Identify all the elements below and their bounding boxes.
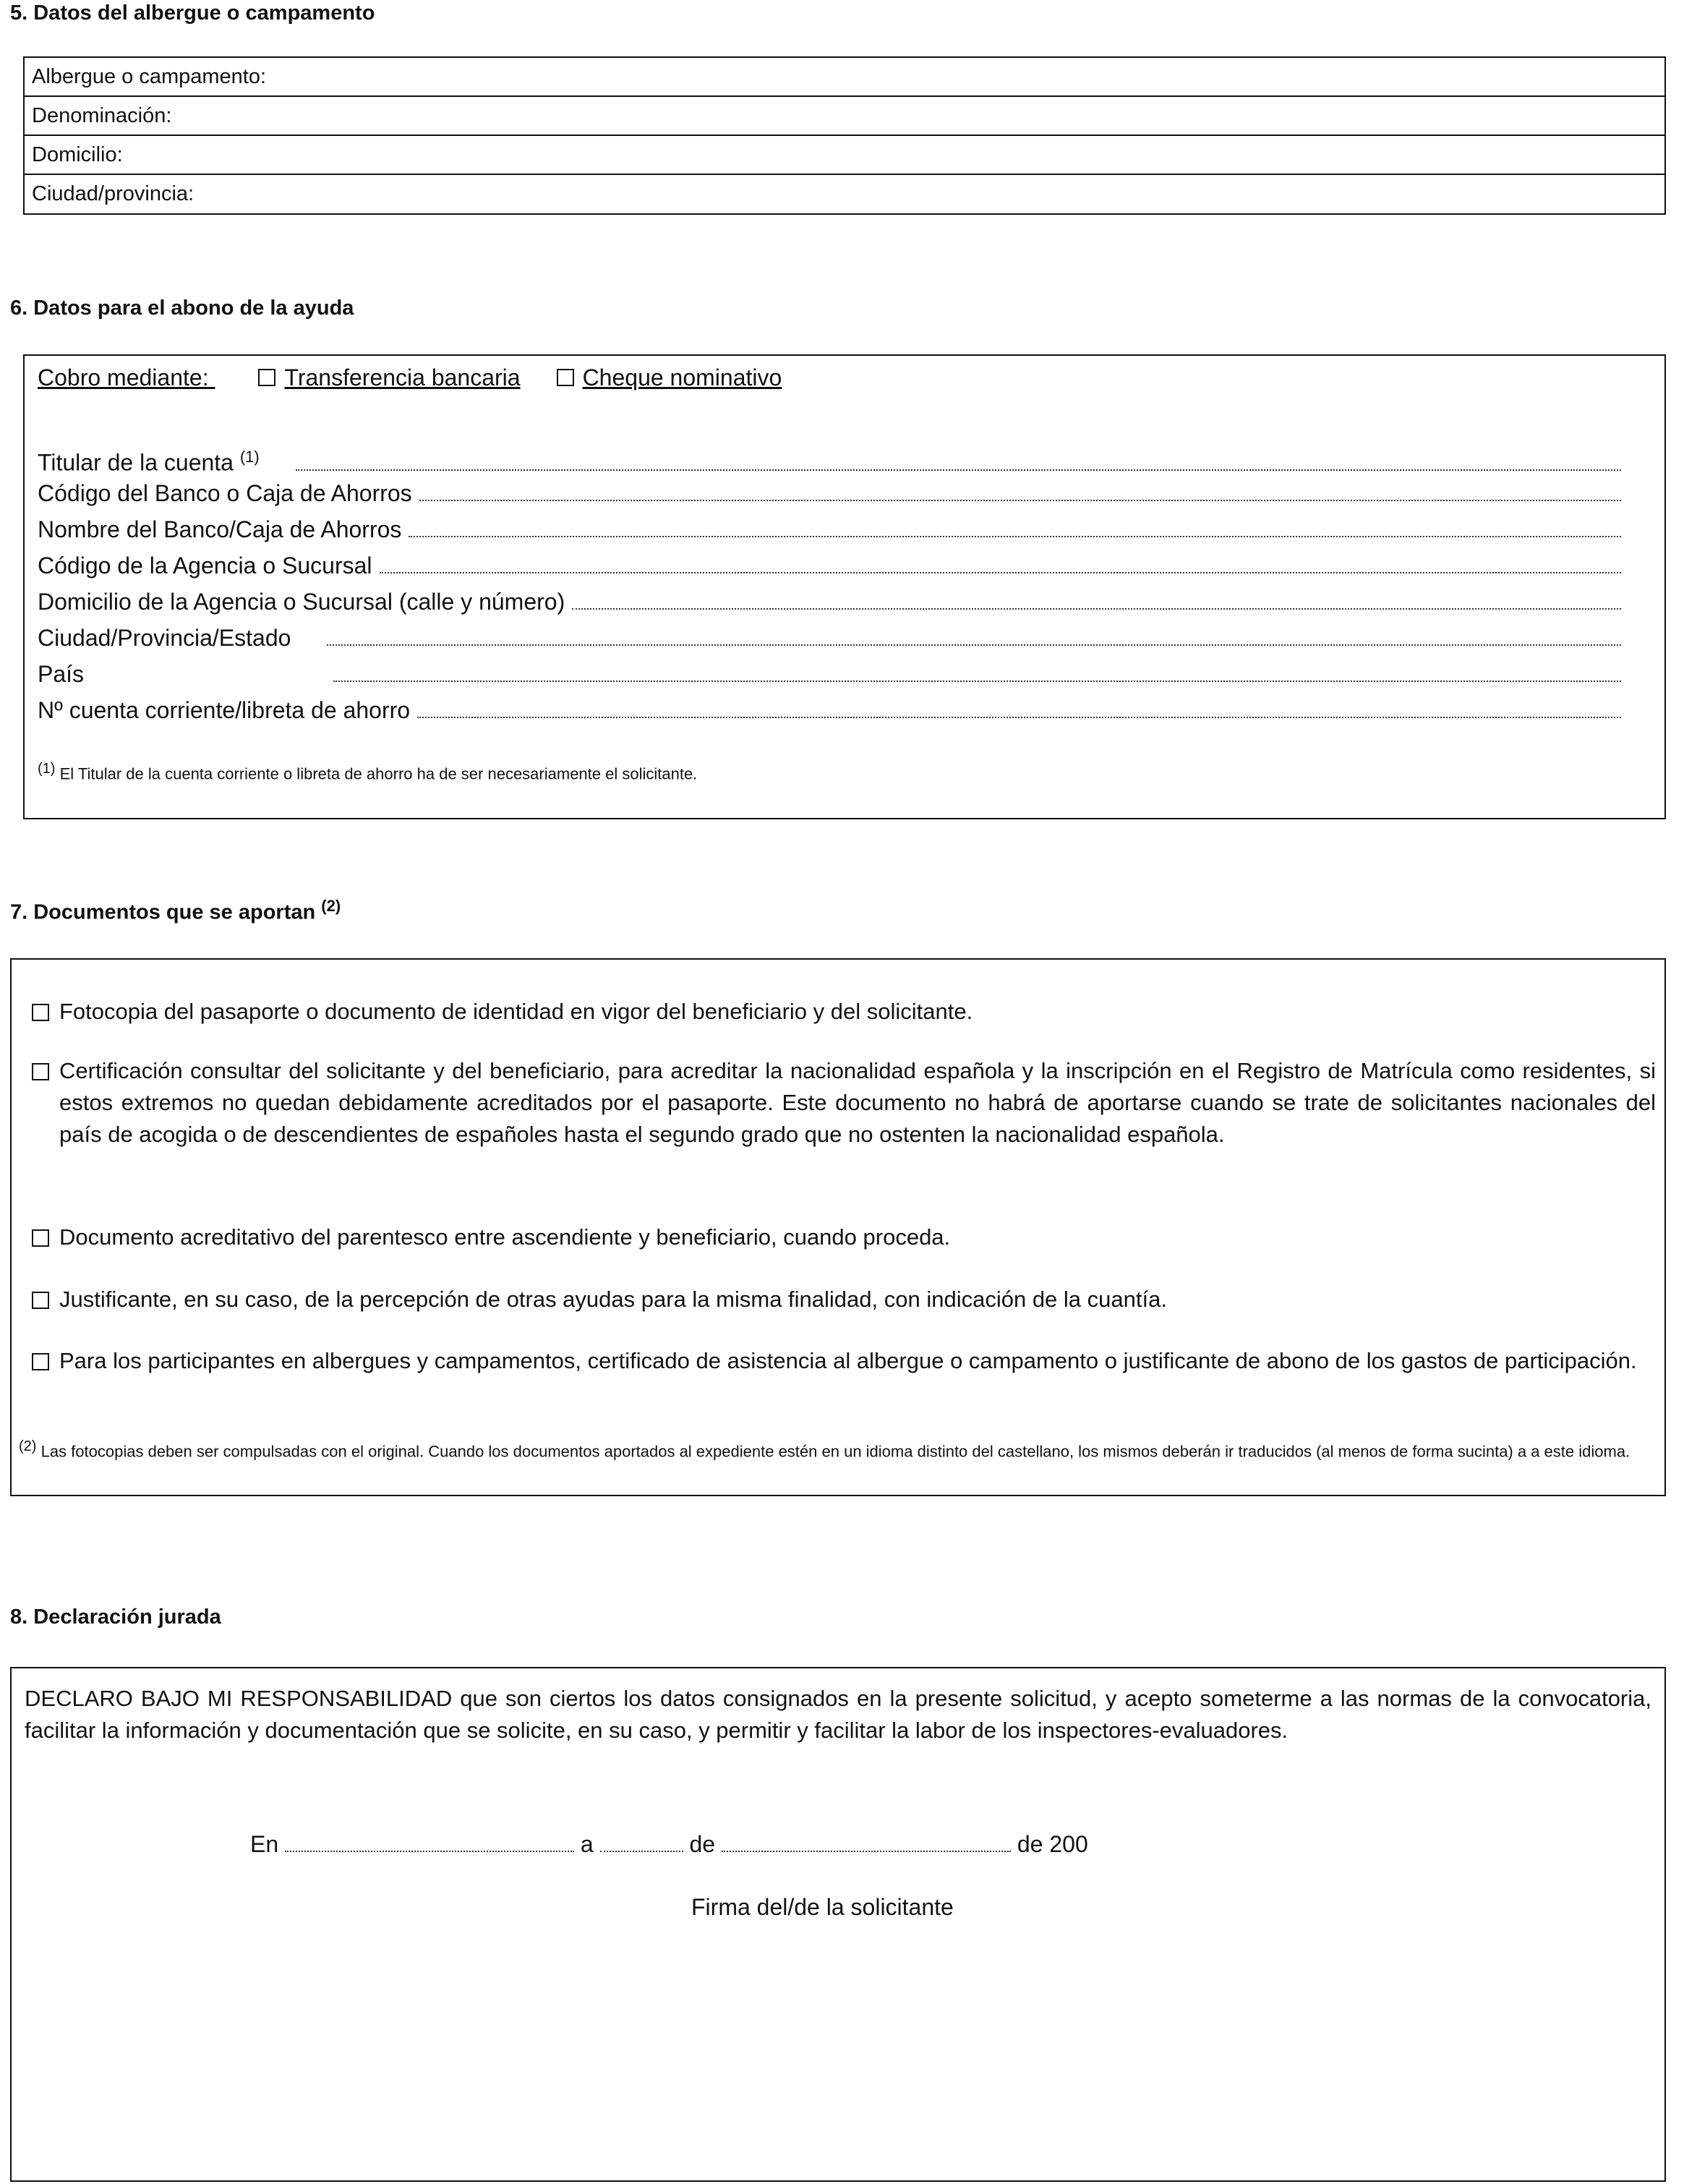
codigo-banco-dots[interactable] — [419, 479, 1621, 501]
domicilio-row[interactable]: Domicilio: — [25, 136, 1664, 175]
ciudad-provincia-row[interactable]: Ciudad/provincia: — [32, 182, 195, 205]
documentos-box — [10, 958, 1666, 1496]
doc-text: Certificación consultar del solicitante y del beneficiario, para acreditar la nacionalidad española y la inscripción en el Registro de Matrícula como residentes, si estos extremos no quedan debidamente acreditados por el pasaporte. Este documento no habrá de aportarse cuando se trate de solicitantes nacionales del país de acogida o de descendientes de españoles hasta el segundo grado que no ostenten la nacionalidad española. — [59, 1058, 1656, 1147]
cobro-label: Cobro mediante: — [38, 364, 209, 391]
doc-checkbox[interactable] — [32, 1229, 49, 1247]
doc-item-parentesco — [32, 1221, 1656, 1253]
ciudad-dots[interactable] — [327, 624, 1621, 646]
pais-dots[interactable] — [333, 660, 1621, 682]
field-titular[interactable] — [38, 441, 1621, 476]
field-label: Ciudad/Provincia/Estado — [38, 625, 291, 651]
de-label: de — [689, 1831, 716, 1857]
doc-item-pasaporte — [32, 996, 1656, 1028]
cobro-line — [38, 364, 782, 391]
doc-item-albergues — [32, 1345, 1656, 1377]
anio-label: de 200 — [1017, 1831, 1088, 1857]
section-6-title: 6. Datos para el abono de la ayuda — [10, 297, 354, 320]
doc-item-certificacion — [32, 1055, 1656, 1151]
mes-dots[interactable] — [722, 1833, 1011, 1852]
footnote-1: $^{(1)}$ El Titular de la cuenta corriente o libreta de ahorro ha de ser necesariamente el solicitante. — [38, 761, 698, 783]
doc-text: Justificante, en su caso, de la percepción de otras ayudas para la misma finalidad, con indicación de la cuantía. — [59, 1287, 1167, 1312]
transferencia-label: Transferencia bancaria — [284, 364, 521, 391]
field-domicilio-agencia[interactable] — [38, 586, 1621, 618]
doc-checkbox[interactable] — [32, 1063, 49, 1080]
section-8-title: 8. Declaración jurada — [10, 1605, 221, 1629]
cobro-underline-gap — [209, 364, 215, 391]
field-label: Nombre del Banco/Caja de Ahorros — [38, 516, 402, 542]
field-pais[interactable] — [38, 658, 1621, 690]
transferencia-checkbox[interactable] — [258, 369, 275, 386]
albergue-table — [23, 56, 1666, 215]
declaracion-text: DECLARO BAJO MI RESPONSABILIDAD que son ciertos los datos consignados en la presente solicitud, y acepto someterme a las normas de la convocatoria, facilitar la información y documentación que se solicite, en su caso, y permitir y facilitar la labor de los inspectores-evaluadores. — [25, 1686, 1651, 1743]
doc-checkbox[interactable] — [32, 1292, 49, 1309]
doc-checkbox[interactable] — [32, 1353, 49, 1370]
lugar-dots[interactable] — [285, 1833, 574, 1852]
field-codigo-agencia[interactable] — [38, 550, 1621, 581]
section-7-title: 7. Documentos que se aportan $^{(2)}$ — [10, 897, 341, 924]
cheque-label: Cheque nominativo — [582, 364, 782, 391]
footnote-2: $^{(2)}$ Las fotocopias deben ser compulsadas con el original. Cuando los documentos aportados al expediente estén en un idioma distinto del castellano, los mismos deberán ir traducidos (al menos de forma sucinta) a a este idioma. — [19, 1438, 1630, 1461]
field-label: País — [38, 661, 85, 687]
field-label: Titular de la cuenta $^{(1)}$ — [38, 448, 260, 476]
declaracion-box — [10, 1667, 1666, 2182]
en-label: En — [250, 1831, 279, 1857]
cheque-checkbox[interactable] — [557, 369, 574, 386]
field-nombre-banco[interactable] — [38, 513, 1621, 545]
albergue-row[interactable]: Albergue o campamento: — [25, 58, 1664, 97]
doc-text: Para los participantes en albergues y campamentos, certificado de asistencia al albergue o campamento o justificante de abono de los gastos de participación. — [59, 1348, 1637, 1373]
titular-dots[interactable] — [296, 449, 1621, 471]
abono-box — [23, 354, 1666, 819]
doc-text: Documento acreditativo del parentesco entre ascendiente y beneficiario, cuando proceda. — [59, 1224, 951, 1250]
cuenta-dots[interactable] — [417, 696, 1621, 718]
field-label: Nº cuenta corriente/libreta de ahorro — [38, 697, 411, 723]
field-ciudad[interactable] — [38, 622, 1621, 654]
codigo-agencia-dots[interactable] — [380, 552, 1621, 573]
firma-label: Firma del/de la solicitante — [691, 1894, 954, 1920]
doc-text: Fotocopia del pasaporte o documento de identidad en vigor del beneficiario y del solicitante. — [59, 999, 973, 1024]
doc-item-justificante — [32, 1284, 1656, 1315]
field-label: Domicilio de la Agencia o Sucursal (calle y número) — [38, 589, 565, 615]
field-label: Código del Banco o Caja de Ahorros — [38, 480, 412, 506]
dia-dots[interactable] — [600, 1833, 683, 1852]
section-5-title: 5. Datos del albergue o campamento — [10, 1, 375, 25]
field-cuenta[interactable] — [38, 694, 1621, 726]
field-codigo-banco[interactable] — [38, 477, 1621, 509]
domicilio-agencia-dots[interactable] — [572, 588, 1621, 610]
a-label: a — [580, 1831, 594, 1857]
lugar-fecha-line — [250, 1831, 1088, 1858]
denominacion-row[interactable]: Denominación: — [25, 97, 1664, 136]
nombre-banco-dots[interactable] — [409, 516, 1621, 537]
field-label: Código de la Agencia o Sucursal — [38, 553, 372, 579]
doc-checkbox[interactable] — [32, 1004, 49, 1021]
